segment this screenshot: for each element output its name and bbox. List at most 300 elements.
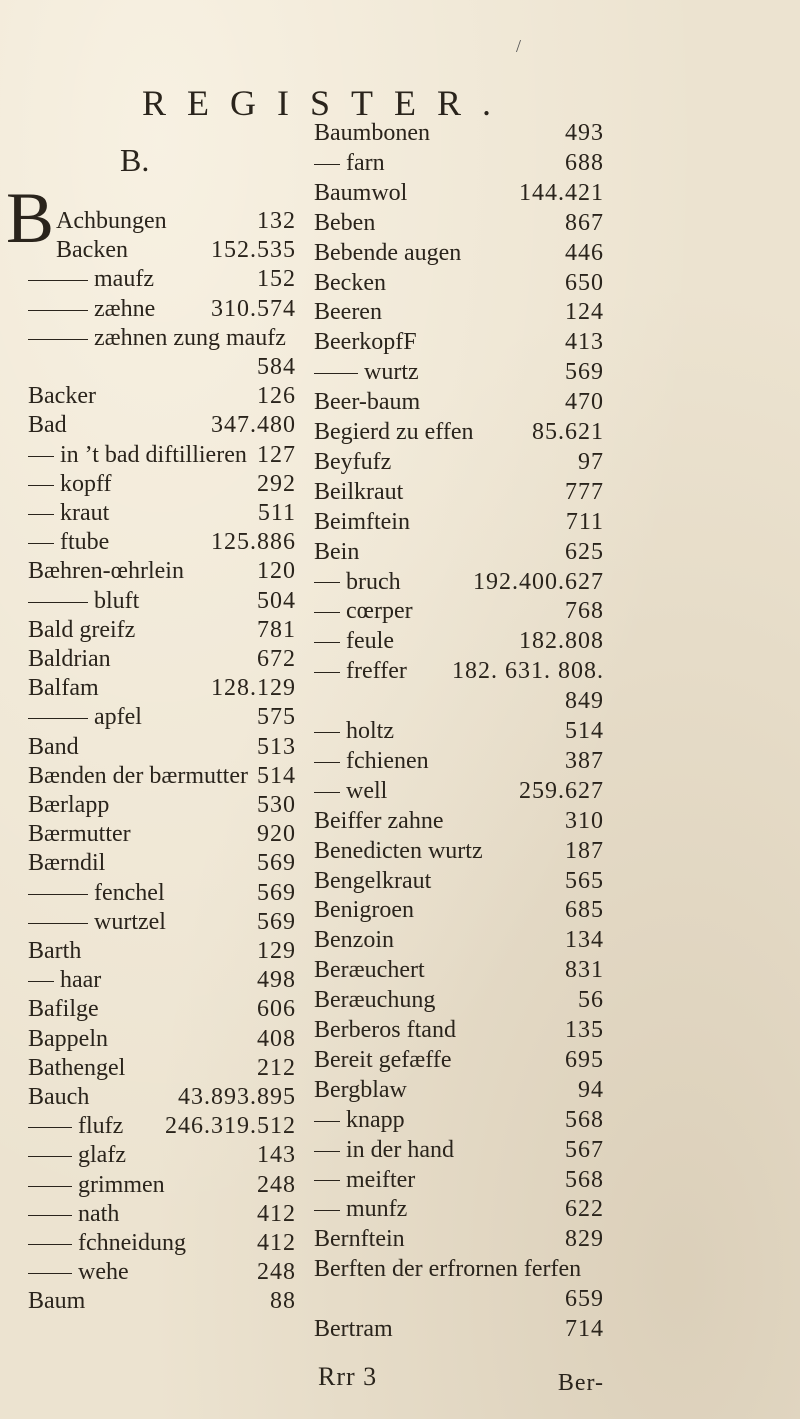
entry-page-numbers: 504: [257, 587, 296, 614]
register-entry: [28, 702, 296, 732]
entry-term-text: Becken: [314, 269, 386, 296]
entry-term-text: Beyfufz: [314, 448, 392, 475]
entry-term-text: flufz: [78, 1113, 124, 1140]
register-entry: [28, 294, 296, 324]
ditto-dash: [28, 894, 88, 895]
entry-term: [28, 527, 109, 557]
entry-term-text: Bænden der bærmutter: [28, 762, 248, 789]
entry-page-numbers: 530: [257, 792, 296, 818]
ditto-dash: [28, 1215, 72, 1216]
entry-term-text: zæhne: [94, 295, 156, 322]
entry-term-text: wurtzel: [94, 908, 166, 935]
page-heading: REGISTER.: [142, 83, 513, 123]
entry-term: [314, 208, 375, 238]
ditto-dash: [28, 923, 88, 924]
entry-term: [28, 848, 105, 878]
entry-term-text: maufz: [94, 266, 154, 293]
register-entry: [28, 615, 296, 645]
entry-term-text: Bappeln: [28, 1025, 108, 1052]
entry-term-text: Bald greifz: [28, 616, 136, 643]
ditto-dash: [314, 1210, 340, 1211]
entry-page-numbers: 498: [257, 967, 296, 994]
register-entry: [314, 1194, 604, 1224]
entry-term-text: Band: [28, 733, 79, 760]
register-entry: [314, 507, 604, 537]
entry-term-text: Begierd zu effen: [314, 419, 474, 445]
entry-term-text: farn: [346, 149, 385, 176]
entry-page-numbers: 246.319.512: [165, 1113, 296, 1140]
register-entry: [314, 327, 604, 357]
ditto-dash: [28, 339, 88, 340]
entry-term: [314, 1314, 393, 1344]
entry-page-numbers: 685: [565, 897, 604, 924]
entry-page-numbers: 143: [257, 1142, 296, 1169]
register-entry: [28, 1111, 296, 1141]
entry-page-numbers: 132: [257, 208, 296, 234]
entry-page-numbers: 125.886: [211, 529, 296, 556]
entry-term: [28, 440, 247, 470]
entry-page-numbers: 688: [565, 149, 604, 176]
entry-term: [28, 381, 96, 411]
register-entry: [314, 626, 604, 656]
entry-term-text: Baumwol: [314, 179, 408, 206]
register-entry: [314, 866, 604, 896]
entry-term-text: Bebende augen: [314, 239, 462, 266]
ditto-dash: [28, 1244, 72, 1245]
entry-page-numbers: 128.129: [211, 675, 296, 702]
entry-term: [314, 985, 435, 1015]
section-letter: B.: [120, 142, 150, 178]
entry-term: [28, 1111, 123, 1141]
entry-term-text: Beilkraut: [314, 478, 404, 505]
entry-term: [314, 836, 483, 866]
ditto-dash: [28, 280, 88, 281]
entry-term-text: Beræuchung: [314, 987, 436, 1014]
register-entry: [314, 447, 604, 477]
ditto-dash: [28, 1127, 72, 1128]
entry-term: [314, 387, 420, 417]
entry-page-numbers: 192.400.627: [473, 568, 604, 595]
register-entry: [314, 1165, 604, 1195]
entry-term-text: holtz: [346, 718, 394, 744]
register-entry: [314, 596, 604, 626]
entry-term: [314, 567, 401, 597]
entry-term: [314, 477, 403, 507]
entry-term-text: kopff: [60, 470, 112, 497]
catchword-text: Ber-: [557, 1370, 604, 1396]
entry-term-text: in ’t bad diftillieren: [60, 441, 247, 468]
entry-page-numbers: 387: [565, 747, 604, 774]
entry-page-numbers: 650: [565, 269, 604, 296]
entry-term: [314, 1075, 407, 1105]
entry-page-numbers: 569: [257, 908, 296, 935]
entry-term-text: grimmen: [78, 1171, 165, 1198]
entry-page-numbers: 695: [565, 1046, 604, 1073]
ditto-dash: [28, 1156, 72, 1157]
entry-term: [28, 586, 139, 616]
entry-term: [314, 955, 425, 985]
entry-term-text: fchienen: [346, 747, 429, 774]
entry-term-text: Bauch: [28, 1084, 90, 1110]
entry-page-numbers: 606: [257, 996, 296, 1023]
entry-page-numbers: 310.574: [211, 295, 296, 322]
register-entry: [314, 955, 604, 985]
entry-term: [28, 410, 67, 440]
entry-page-numbers: 212: [257, 1054, 296, 1081]
entry-term-text: Beimftein: [314, 508, 410, 535]
entry-page-numbers: 310: [565, 807, 604, 834]
register-entry: [28, 878, 296, 908]
register-entry: [28, 732, 296, 762]
catchword: [557, 1368, 604, 1398]
entry-term-text: Beer-baum: [314, 389, 421, 416]
entry-page-numbers: 513: [257, 733, 296, 760]
register-entry: [314, 985, 604, 1015]
ditto-dash: [314, 672, 340, 673]
entry-term: [314, 118, 430, 148]
entry-term-text: meifter: [346, 1166, 416, 1193]
entry-term-text: Baldrian: [28, 646, 111, 672]
entry-page-numbers: 659: [565, 1286, 604, 1313]
ditto-dash: [314, 582, 340, 583]
entry-term: [314, 895, 414, 925]
ditto-dash: [314, 762, 340, 763]
entry-term: [28, 264, 154, 294]
entry-page-numbers: 126: [257, 383, 296, 410]
entry-term: [314, 806, 443, 836]
register-entry: [314, 118, 604, 148]
register-entry: [314, 1284, 604, 1314]
entry-term-text: Bæhren-œhrlein: [28, 558, 184, 585]
entry-term: [314, 1015, 456, 1045]
register-entry: [314, 1105, 604, 1135]
entry-term-text: knapp: [346, 1106, 405, 1133]
entry-page-numbers: 152.535: [211, 237, 296, 264]
entry-term: [314, 1254, 581, 1284]
register-entry: [314, 477, 604, 507]
entry-term: [28, 556, 184, 586]
entry-page-numbers: 56: [578, 987, 604, 1014]
entry-term: [314, 656, 407, 686]
entry-term: [28, 761, 248, 791]
entry-term-text: Bathengel: [28, 1054, 126, 1081]
entry-term: [28, 994, 99, 1024]
entry-term: [28, 936, 81, 966]
entry-term: [28, 673, 99, 703]
register-entry: [314, 268, 604, 298]
register-entry: [28, 673, 296, 703]
entry-term-text: wurtz: [364, 359, 419, 386]
entry-term: [314, 447, 391, 477]
entry-page-numbers: 569: [257, 879, 296, 906]
entry-term: [314, 925, 394, 955]
entry-term-text: bluft: [94, 587, 140, 614]
register-entry: [28, 381, 296, 411]
entry-term: [28, 469, 112, 499]
entry-term-text: Bærndil: [28, 850, 106, 877]
register-entry: [28, 1170, 296, 1200]
entry-term-text: nath: [78, 1200, 120, 1227]
register-entry: [28, 1257, 296, 1287]
entry-term-text: Achbungen: [56, 208, 167, 234]
entry-term: [314, 716, 394, 746]
entry-term-text: Backer: [28, 383, 96, 410]
entry-term: [28, 294, 155, 324]
entry-term: [28, 878, 165, 908]
entry-term: [28, 644, 111, 674]
entry-term-text: Beeren: [314, 299, 382, 326]
register-entry: [314, 567, 604, 597]
entry-term: [28, 819, 131, 849]
ditto-dash: [314, 1180, 340, 1181]
register-entry: [28, 586, 296, 616]
entry-page-numbers: 85.621: [532, 419, 604, 445]
entry-page-numbers: 413: [565, 329, 604, 356]
entry-page-numbers: 511: [257, 500, 296, 526]
entry-term: [314, 268, 386, 298]
register-entry: [28, 907, 296, 937]
entry-term: [314, 537, 359, 567]
register-entry: [28, 965, 296, 995]
entry-page-numbers: 565: [565, 867, 604, 894]
entry-page-numbers: 408: [257, 1025, 296, 1052]
entry-page-numbers: 144.421: [519, 179, 604, 206]
entry-term: [28, 907, 166, 937]
register-entry: [314, 1015, 604, 1045]
entry-term-text: Bein: [314, 538, 360, 565]
entry-page-numbers: 135: [565, 1017, 604, 1043]
entry-term-text: apfel: [94, 704, 142, 731]
register-entry: [314, 746, 604, 776]
entry-term-text: Bergblaw: [314, 1076, 407, 1103]
entry-term: [314, 417, 473, 447]
register-entry: [314, 686, 604, 716]
register-entry: [28, 527, 296, 557]
entry-page-numbers: 625: [565, 538, 604, 565]
entry-page-numbers: 127: [257, 441, 296, 468]
register-entry: [314, 387, 604, 417]
entry-page-numbers: 777: [565, 478, 604, 505]
entry-term-text: Beben: [314, 209, 376, 236]
entry-term: [314, 776, 387, 806]
register-entry: [56, 235, 296, 265]
entry-term: [28, 1170, 165, 1200]
entry-page-numbers: 711: [565, 508, 604, 535]
entry-page-numbers: 514: [565, 718, 604, 744]
register-entry: [314, 148, 604, 178]
ditto-dash: [28, 718, 88, 719]
register-entry: [28, 1199, 296, 1229]
ditto-dash: [314, 792, 340, 793]
entry-term-text: Bad: [28, 412, 67, 439]
entry-term: [28, 965, 101, 995]
entry-term-text: Berberos ftand: [314, 1017, 456, 1043]
entry-term-text: Benedicten wurtz: [314, 837, 483, 864]
entry-term-text: freffer: [346, 658, 407, 685]
entry-term-text: Balfam: [28, 675, 99, 702]
ditto-dash: [28, 310, 88, 311]
register-entry: [314, 776, 604, 806]
register-entry: [28, 1286, 296, 1316]
register-entry: [314, 1045, 604, 1075]
entry-page-numbers: 575: [257, 704, 296, 731]
register-entry: [28, 848, 296, 878]
ditto-dash: [28, 1186, 72, 1187]
entry-page-numbers: 849: [565, 688, 604, 715]
register-entry: [28, 556, 296, 586]
entry-term-text: Barth: [28, 938, 82, 964]
register-entry: [56, 206, 296, 236]
ditto-dash: [314, 732, 340, 733]
register-entry: [314, 716, 604, 746]
entry-term: [56, 206, 167, 236]
register-entry: [28, 1053, 296, 1083]
ditto-dash: [28, 1273, 72, 1274]
register-entry: [28, 410, 296, 440]
register-entry: [314, 1224, 604, 1254]
entry-page-numbers: 152: [257, 266, 296, 293]
entry-term-text: Backen: [56, 237, 128, 264]
entry-term-text: Bærmutter: [28, 821, 131, 848]
register-entry: [314, 836, 604, 866]
entry-term: [28, 1024, 108, 1054]
entry-page-numbers: 493: [565, 120, 604, 146]
entry-term: [28, 1053, 125, 1083]
register-entry: [28, 1024, 296, 1054]
register-entry: [28, 790, 296, 820]
ditto-dash: [28, 602, 88, 603]
entry-page-numbers: 768: [565, 598, 604, 625]
entry-page-numbers: 43.893.895: [178, 1084, 296, 1110]
register-entry: [314, 895, 604, 925]
entry-page-numbers: 584: [257, 354, 296, 380]
entry-page-numbers: 124: [565, 299, 604, 326]
entry-term: [314, 596, 413, 626]
entry-page-numbers: 867: [565, 209, 604, 236]
entry-page-numbers: 97: [578, 448, 604, 475]
entry-term-text: BeerkopfF: [314, 329, 417, 356]
register-entry: [314, 357, 604, 387]
entry-page-numbers: 829: [565, 1226, 604, 1253]
entry-term-text: cœrper: [346, 598, 413, 625]
ditto-dash: [28, 485, 54, 486]
entry-term: [28, 615, 135, 645]
register-entry: [314, 1254, 604, 1284]
entry-term-text: Benigroen: [314, 897, 414, 924]
register-entry: [314, 178, 604, 208]
register-entry: [314, 537, 604, 567]
entry-term: [28, 1257, 129, 1287]
entry-term-text: bruch: [346, 568, 401, 595]
entry-page-numbers: 129: [257, 938, 296, 964]
signature-mark: Rrr 3: [318, 1362, 378, 1391]
entry-page-numbers: 187: [565, 837, 604, 864]
entry-page-numbers: 94: [578, 1076, 604, 1103]
entry-page-numbers: 446: [565, 239, 604, 266]
entry-page-numbers: 714: [565, 1316, 604, 1342]
register-entry: [28, 1140, 296, 1170]
entry-term: [314, 1045, 452, 1075]
entry-page-numbers: 514: [257, 762, 296, 789]
register-entry: [28, 761, 296, 791]
entry-term: [314, 1105, 405, 1135]
entry-term: [314, 507, 410, 537]
entry-page-numbers: 567: [565, 1136, 604, 1163]
entry-term: [314, 866, 431, 896]
entry-page-numbers: 347.480: [211, 412, 296, 439]
entry-term: [28, 498, 109, 528]
entry-term: [28, 1286, 85, 1316]
entry-term-text: in der hand: [346, 1136, 454, 1163]
entry-page-numbers: 88: [270, 1288, 296, 1315]
ditto-dash: [28, 543, 54, 544]
register-entry: [314, 656, 604, 686]
entry-term: [28, 1140, 126, 1170]
register-entry: [28, 819, 296, 849]
entry-page-numbers: 831: [565, 957, 604, 984]
entry-page-numbers: 568: [565, 1106, 604, 1133]
entry-page-numbers: 248: [257, 1171, 296, 1198]
entry-term-text: fchneidung: [78, 1230, 186, 1256]
entry-term-text: well: [346, 777, 388, 804]
entry-page-numbers: 569: [257, 850, 296, 877]
ditto-dash: [28, 456, 54, 457]
entry-term: [28, 702, 142, 732]
entry-term: [314, 148, 385, 178]
initial-capital: B: [6, 178, 55, 258]
entry-term-text: kraut: [60, 500, 110, 526]
entry-term: [314, 1194, 407, 1224]
entry-page-numbers: 248: [257, 1259, 296, 1286]
ditto-dash: [314, 164, 340, 165]
entry-term-text: fenchel: [94, 879, 165, 906]
entry-term-text: feule: [346, 628, 394, 655]
ditto-dash: [314, 373, 358, 374]
entry-page-numbers: 569: [565, 359, 604, 386]
entry-term-text: ftube: [60, 529, 110, 556]
entry-term-text: Berften der erfrornen ferfen: [314, 1256, 582, 1283]
entry-term: [314, 238, 461, 268]
entry-term-text: Bereit gefæffe: [314, 1046, 452, 1073]
register-entry: [314, 1314, 604, 1344]
entry-term-text: Bengelkraut: [314, 867, 432, 894]
register-entry: [28, 469, 296, 499]
entry-term: [314, 327, 417, 357]
entry-term-text: glafz: [78, 1142, 126, 1169]
entry-page-numbers: 920: [257, 821, 296, 848]
entry-term: [314, 178, 407, 208]
entry-page-numbers: 622: [565, 1196, 604, 1223]
entry-term: [314, 1165, 415, 1195]
entry-term-text: Baum: [28, 1288, 86, 1315]
register-entry: [314, 806, 604, 836]
entry-term-text: Bafilge: [28, 996, 99, 1023]
entry-page-numbers: 120: [257, 558, 296, 585]
entry-page-numbers: 182. 631. 808.: [452, 658, 604, 685]
entry-term-text: Bertram: [314, 1316, 393, 1342]
register-entry: [314, 925, 604, 955]
entry-page-numbers: 259.627: [519, 777, 604, 804]
entry-term: [56, 235, 128, 265]
entry-term: [314, 1135, 454, 1165]
register-entry: [28, 1082, 296, 1112]
ditto-dash: [314, 612, 340, 613]
ditto-dash: [28, 981, 54, 982]
entry-page-numbers: 568: [565, 1166, 604, 1193]
entry-page-numbers: 182.808: [519, 628, 604, 655]
entry-page-numbers: 292: [257, 470, 296, 497]
register-entry: [314, 1135, 604, 1165]
